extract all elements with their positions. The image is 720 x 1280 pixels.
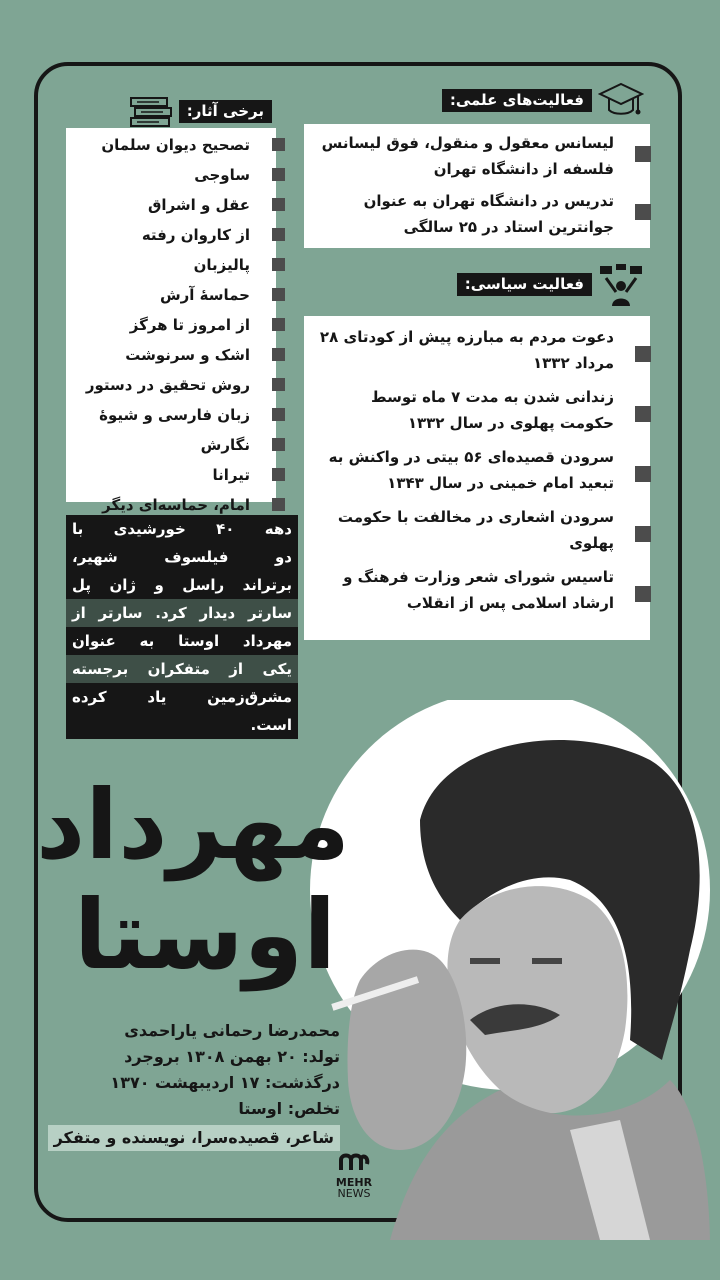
political-item: سرودن اشعاری در مخالفت با حکومت پهلوی: [312, 504, 640, 556]
bio-pen-name: تخلص: اوستا: [238, 1099, 340, 1118]
works-item: حماسهٔ آرش: [66, 280, 276, 310]
books-icon: [129, 94, 173, 128]
poet-name-title: [36, 769, 350, 991]
quote-line: سارتر دیدار کرد. سارتر از: [66, 599, 298, 627]
political-item: تاسیس شورای شعر وزارت فرهنگ و ارشاد اسلامی پس از انقلاب: [312, 564, 640, 616]
scientific-heading-label: فعالیت‌های علمی:: [442, 89, 592, 112]
mehr-news-logo: [330, 1150, 378, 1199]
bio-block: [48, 1018, 340, 1151]
works-item: اشک و سرنوشت: [66, 340, 276, 370]
works-item: نگارش: [66, 430, 276, 460]
works-item: امام، حماسه‌ای دیگر: [66, 490, 276, 520]
works-panel: [66, 128, 276, 514]
bio-birth: تولد: ۲۰ بهمن ۱۳۰۸ بروجرد: [124, 1047, 340, 1066]
works-item: از کاروان رفته: [66, 220, 276, 250]
bio-death: درگذشت: ۱۷ اردیبهشت ۱۳۷۰: [110, 1073, 340, 1092]
works-heading: [129, 94, 272, 128]
works-item: زبان فارسی و شیوهٔ: [66, 400, 276, 430]
works-item: روش تحقیق در دستور: [66, 370, 276, 400]
bio-name: محمدرضا رحمانی یاراحمدی: [124, 1021, 340, 1040]
works-item: عقل و اشراق: [66, 190, 276, 220]
protest-icon: [598, 262, 644, 306]
works-item: پالیزبان: [66, 250, 276, 280]
title-line-1: مهرداد: [36, 769, 350, 881]
works-item: تیرانا: [66, 460, 276, 490]
logo-line-2: NEWS: [337, 1187, 371, 1200]
quote-line: مهرداد اوستا به عنوان: [66, 627, 298, 655]
title-line-2: اوستا: [73, 879, 337, 991]
scientific-item: تدریس در دانشگاه تهران به عنوان جوانترین استاد در ۲۵ سالگی: [312, 188, 640, 240]
graduation-cap-icon: [598, 80, 644, 120]
quote-line: است.: [66, 711, 298, 739]
political-item: سرودن قصیده‌ای ۵۶ بیتی در واکنش به تبعید امام خمینی در سال ۱۳۴۳: [312, 444, 640, 496]
political-heading-label: فعالیت سیاسی:: [457, 273, 592, 296]
quote-line: مشرق‌زمین یاد کرده: [66, 683, 298, 711]
quote-line: دو فیلسوف شهیر،: [66, 543, 298, 571]
mehr-logo-icon: [337, 1150, 371, 1174]
political-item: زندانی شدن به مدت ۷ ماه توسط حکومت پهلوی در سال ۱۳۳۲: [312, 384, 640, 436]
political-item: دعوت مردم به مبارزه پیش از کودتای ۲۸ مرداد ۱۳۳۲: [312, 324, 640, 376]
works-item: تصحیح دیوان سلمان: [66, 130, 276, 160]
bio-roles: شاعر، قصیده‌سرا، نویسنده و متفکر: [48, 1125, 340, 1151]
scientific-item: لیسانس معقول و منقول، فوق لیسانس فلسفه از دانشگاه تهران: [312, 130, 640, 182]
scientific-heading: [442, 80, 644, 120]
works-item: ساوجی: [66, 160, 276, 190]
works-item: از امروز تا هرگز: [66, 310, 276, 340]
quote-line: برتراند راسل و ژان پل: [66, 571, 298, 599]
political-panel: [304, 316, 650, 640]
works-heading-label: برخی آثار:: [179, 100, 272, 123]
political-heading: [457, 262, 644, 306]
quote-block: [66, 515, 298, 739]
quote-line: دهه ۴۰ خورشیدی با: [66, 515, 298, 543]
scientific-panel: [304, 124, 650, 248]
logo-line-1: MEHR: [335, 1176, 373, 1189]
quote-line: یکی از متفکران برجسته: [66, 655, 298, 683]
